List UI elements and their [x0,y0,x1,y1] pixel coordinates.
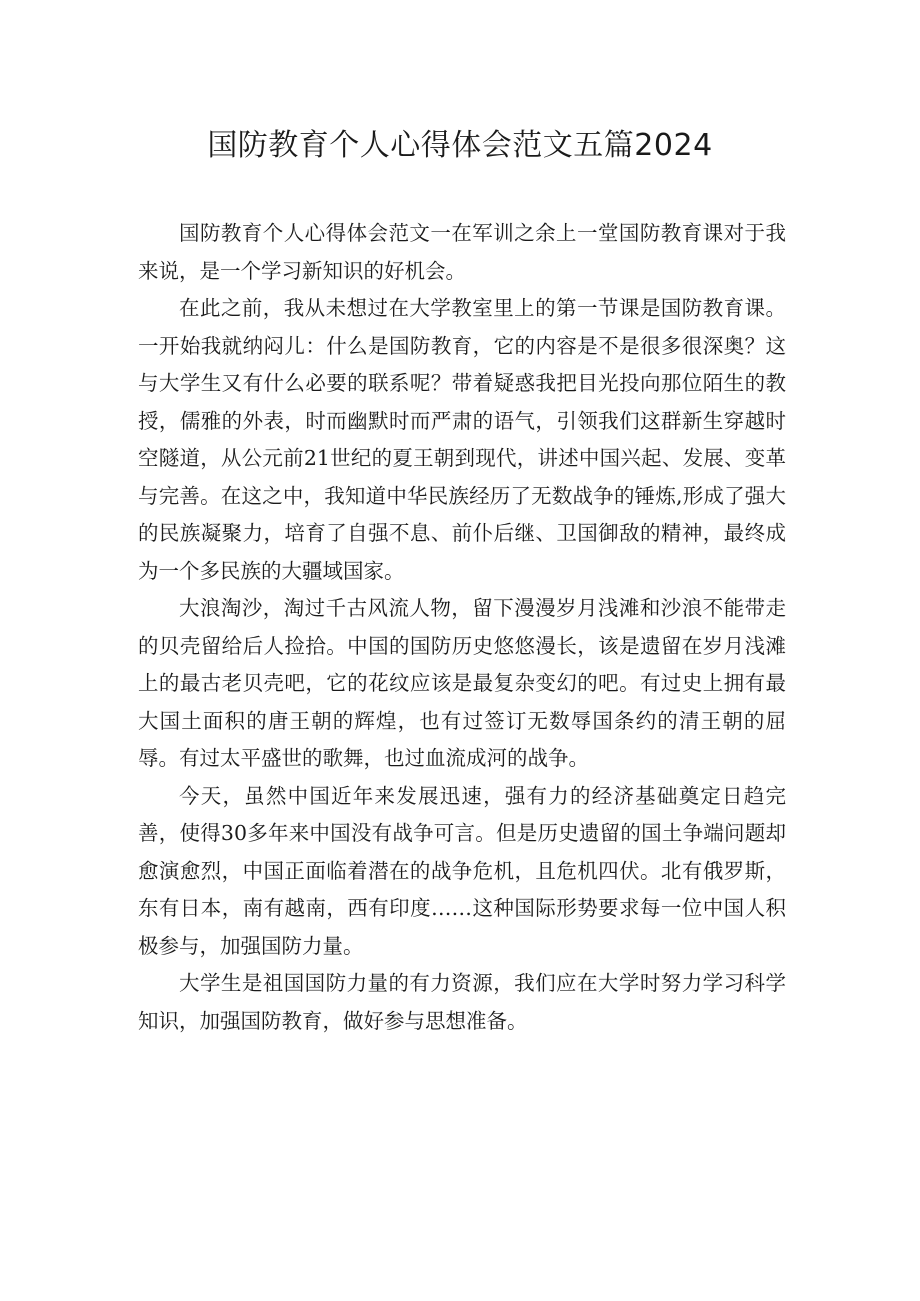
paragraph-5: 大学生是祖国国防力量的有力资源，我们应在大学时努力学习科学知识，加强国防教育，做好参与思想准备。 [138,971,786,1033]
document-title: 国防教育个人心得体会范文五篇2024 [207,128,713,163]
document-body [138,215,786,1040]
paragraph-2: 在此之前，我从未想过在大学教室里上的第一节课是国防教育课。一开始我就纳闷儿：什么是国防教育，它的内容是不是很多很深奥？这与大学生又有什么必要的联系呢？带着疑惑我把目光投向那位陌生的教授，儒雅的外表，时而幽默时而严肃的语气，引领我们这群新生穿越时空隧道，从公元前21世纪的夏王朝到现代，讲述中国兴起、发展、变革与完善。在这之中，我知道中华民族经历了无数战争的锤炼,形成了强大的民族凝聚力，培育了自强不息、前仆后继、卫国御敌的精神，最终成为一个多民族的大疆域国家。 [138,296,786,583]
paragraph-1: 国防教育个人心得体会范文一在军训之余上一堂国防教育课对于我来说，是一个学习新知识的好机会。 [138,221,786,283]
paragraph-3: 大浪淘沙，淘过千古风流人物，留下漫漫岁月浅滩和沙浪不能带走的贝壳留给后人捡拾。中国的国防历史悠悠漫长，该是遗留在岁月浅滩上的最古老贝壳吧，它的花纹应该是最复杂变幻的吧。有过史上拥有最大国土面积的唐王朝的辉煌，也有过签订无数辱国条约的清王朝的屈辱。有过太平盛世的歌舞，也过血流成河的战争。 [138,596,786,770]
paragraph-4: 今天，虽然中国近年来发展迅速，强有力的经济基础奠定日趋完善，使得30多年来中国没有战争可言。但是历史遗留的国土争端问题却愈演愈烈，中国正面临着潜在的战争危机，且危机四伏。北有俄罗斯，东有日本，南有越南，西有印度……这种国际形势要求每一位中国人积极参与，加强国防力量。 [138,783,786,958]
